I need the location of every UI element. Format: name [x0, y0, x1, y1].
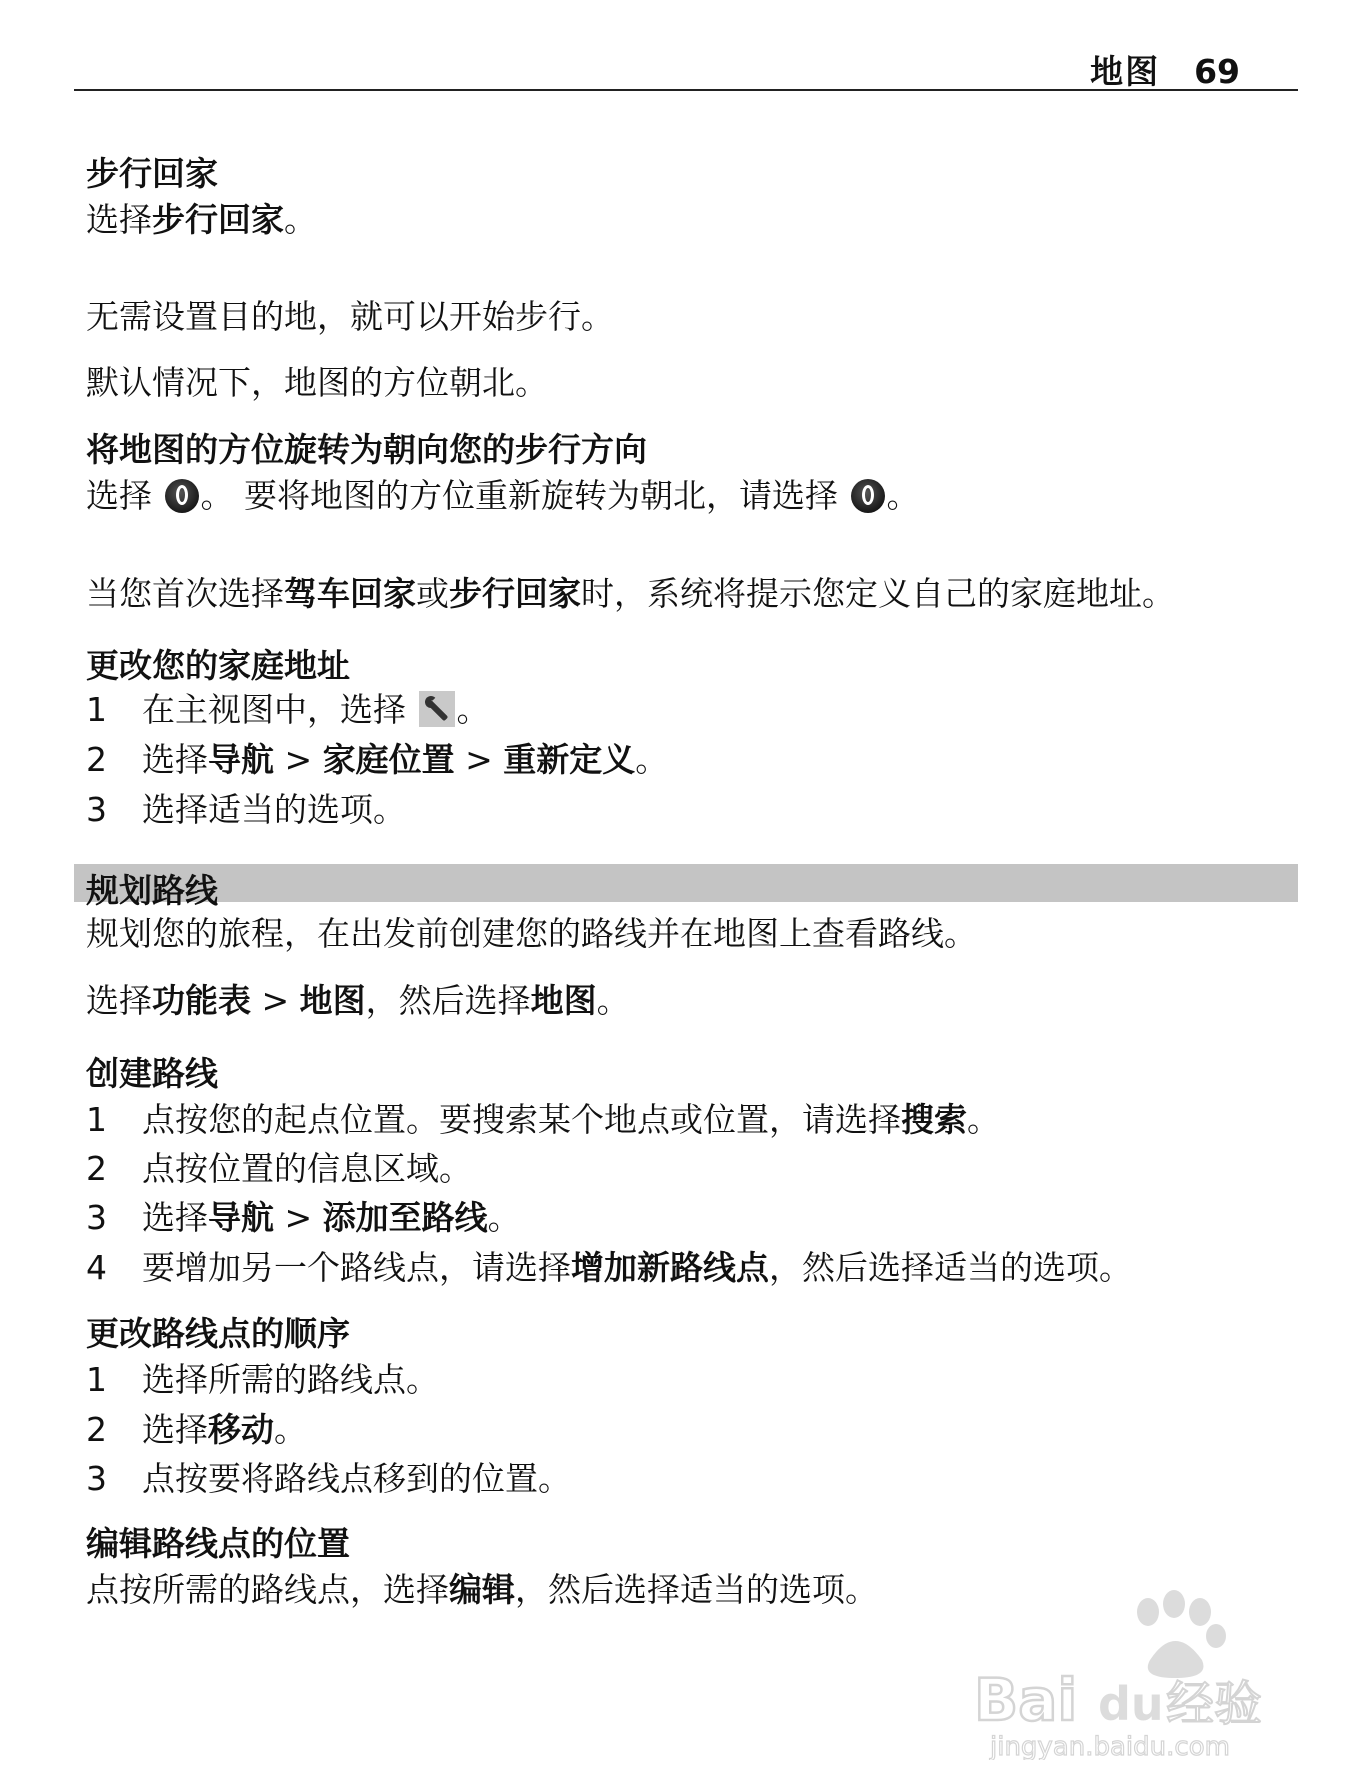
text: 点按您的起点位置。要搜索某个地点或位置，请选择: [142, 1100, 901, 1139]
menu-term: 步行回家: [152, 200, 284, 239]
text: 。: [886, 476, 920, 515]
plan-instruction: [86, 975, 630, 1022]
svg-text:经验: 经验: [1166, 1676, 1263, 1732]
paw-logo-icon: [970, 1570, 1300, 1760]
svg-text:jingyan.baidu.com: jingyan.baidu.com: [990, 1732, 1230, 1760]
text: 选择所需的路线点。: [142, 1360, 439, 1399]
list-item: [86, 1242, 1132, 1289]
step-number: 2: [86, 1149, 107, 1188]
step-number: 3: [86, 1459, 107, 1498]
paragraph: 默认情况下，地图的方位朝北。: [86, 363, 548, 402]
text: ，然后选择适当的选项。: [769, 1248, 1132, 1287]
text: 选择: [142, 740, 208, 779]
list-item: [86, 734, 668, 781]
separator: >: [274, 740, 323, 779]
heading-change-home: 更改您的家庭地址: [86, 646, 350, 685]
text: 当您首次选择: [86, 574, 284, 613]
menu-term: 步行回家: [449, 574, 581, 613]
text: 点按所需的路线点，选择: [86, 1570, 449, 1609]
section-title: 规划路线: [86, 871, 218, 910]
list-item: [86, 1354, 439, 1401]
text: ，然后选择: [365, 981, 531, 1020]
step-number: 2: [86, 1410, 107, 1449]
separator: >: [454, 740, 504, 779]
list-item: [86, 1404, 307, 1451]
step-number: 1: [86, 1100, 107, 1139]
edit-instruction: [86, 1564, 878, 1611]
list-item: [86, 1192, 521, 1239]
list-item: [86, 1143, 472, 1190]
text: 。: [487, 1198, 521, 1237]
list-item: [86, 1094, 1000, 1141]
menu-term: 添加至路线: [322, 1198, 488, 1237]
header-rule: [74, 89, 1298, 91]
text: 选择: [86, 981, 152, 1020]
menu-term: 驾车回家: [284, 574, 416, 613]
menu-term: 重新定义: [503, 740, 636, 779]
separator: >: [251, 981, 300, 1020]
text: 时，系统将提示您定义自己的家庭地址。: [581, 574, 1175, 613]
home-address-note: [86, 568, 1175, 615]
menu-term: 增加新路线点: [571, 1248, 769, 1287]
svg-text:Bai: Bai: [974, 1666, 1078, 1734]
step-number: 4: [86, 1248, 107, 1287]
compass-orientation-icon: [165, 479, 199, 513]
section-title: 地图: [1090, 52, 1161, 91]
text: 选择: [142, 1410, 208, 1449]
baidu-watermark-logo: [970, 1570, 1300, 1760]
step-number: 1: [86, 1360, 107, 1399]
list-item: [86, 684, 490, 731]
heading-walk-home: 步行回家: [86, 154, 218, 193]
section-band-plan-route: [74, 864, 1298, 910]
text: 。: [596, 981, 630, 1020]
text: 要增加另一个路线点，请选择: [142, 1248, 571, 1287]
heading-edit-waypoint: 编辑路线点的位置: [86, 1524, 350, 1563]
text: 在主视图中，选择: [142, 690, 406, 729]
menu-term: 家庭位置: [322, 740, 455, 779]
menu-term: 功能表: [152, 981, 251, 1020]
text: 。: [456, 690, 490, 729]
text: 选择: [142, 1198, 208, 1237]
compass-orientation-icon: [851, 479, 885, 513]
step-number: 2: [86, 740, 107, 779]
wrench-settings-icon: [419, 691, 455, 727]
text: ，然后选择适当的选项。: [515, 1570, 878, 1609]
list-item: [86, 784, 406, 831]
menu-term: 导航: [208, 740, 274, 779]
text: 选择: [86, 476, 152, 515]
text: 。: [274, 1410, 307, 1449]
text: 。: [635, 740, 669, 779]
menu-term: 地图: [530, 981, 597, 1020]
menu-term: 地图: [299, 981, 366, 1020]
text: 点按要将路线点移到的位置。: [142, 1459, 571, 1498]
list-item: [86, 1453, 571, 1500]
page-number: 69: [1194, 52, 1240, 91]
step-number: 3: [86, 1198, 107, 1237]
heading-create-route: 创建路线: [86, 1054, 218, 1093]
paragraph: 规划您的旅程，在出发前创建您的路线并在地图上查看路线。: [86, 914, 977, 953]
text: 选择适当的选项。: [142, 790, 406, 829]
text: 点按位置的信息区域。: [142, 1149, 472, 1188]
walk-home-instruction: [86, 194, 317, 241]
text: 。: [967, 1100, 1000, 1139]
heading-reorder-waypoints: 更改路线点的顺序: [86, 1314, 350, 1353]
menu-term: 导航: [208, 1198, 274, 1237]
step-number: 3: [86, 790, 107, 829]
menu-term: 搜索: [901, 1100, 967, 1139]
menu-term: 编辑: [449, 1570, 515, 1609]
text: 或: [416, 574, 449, 613]
text: 。: [284, 200, 317, 239]
rotate-instruction: [86, 470, 920, 517]
heading-rotate-map: 将地图的方位旋转为朝向您的步行方向: [86, 430, 647, 469]
menu-term: 移动: [208, 1410, 274, 1449]
paragraph: 无需设置目的地，就可以开始步行。: [86, 297, 614, 336]
svg-text:du: du: [1098, 1677, 1164, 1731]
running-header: [1090, 46, 1240, 93]
step-number: 1: [86, 690, 107, 729]
separator: >: [274, 1198, 323, 1237]
text: 选择: [86, 200, 152, 239]
text: 。 要将地图的方位重新旋转为朝北，请选择: [200, 476, 838, 515]
